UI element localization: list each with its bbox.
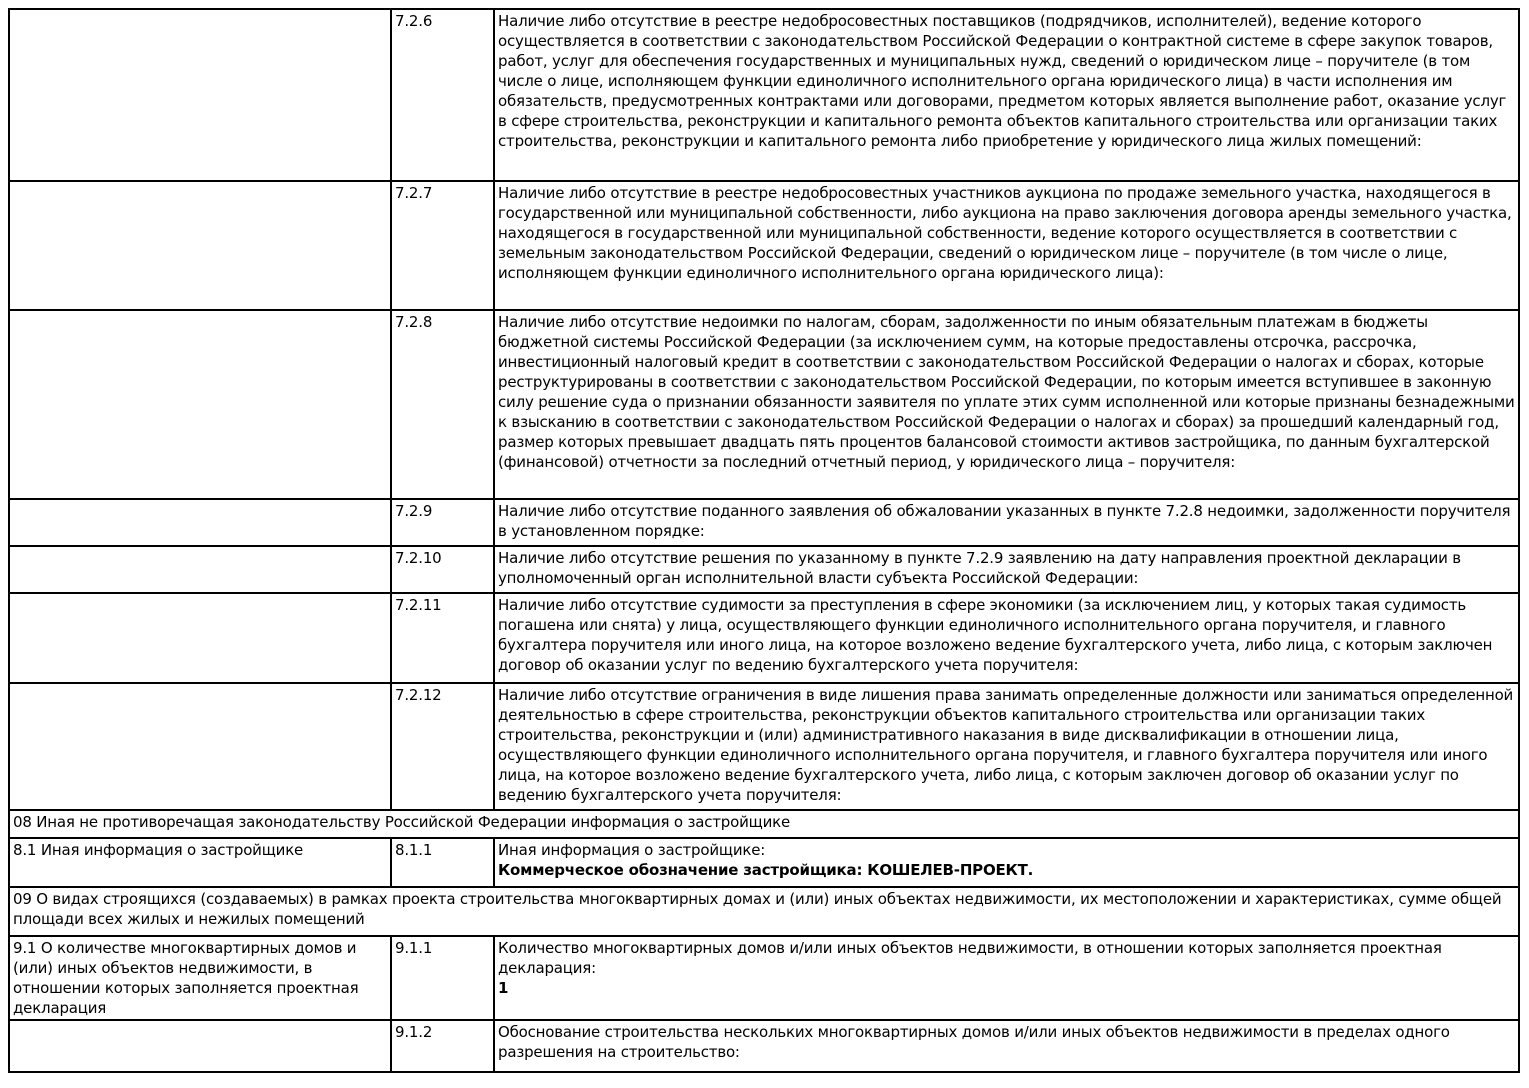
category-cell	[9, 683, 391, 810]
category-cell	[9, 593, 391, 683]
table-row	[9, 838, 1519, 887]
item-description-cell: Наличие либо отсутствие поданного заявления об обжаловании указанных в пункте 7.2.8 недоимки, задолженности поручителя в установленном порядке:	[494, 499, 1519, 546]
item-description-label: Иная информация о застройщике:	[498, 841, 766, 859]
item-description-cell: Наличие либо отсутствие решения по указанному в пункте 7.2.9 заявлению на дату направления проектной декларации в уполномоченный орган исполнительной власти субъекта Российской Федерации:	[494, 546, 1519, 593]
item-number-cell: 7.2.9	[391, 499, 494, 546]
item-number-cell: 7.2.8	[391, 310, 494, 499]
category-cell	[9, 9, 391, 181]
item-description-cell: Наличие либо отсутствие в реестре недобросовестных поставщиков (подрядчиков, исполнителей), ведение которого осуществляется в соответствии с законодательством Российской Федерации о контрактной системе в сфере закупок товаров, работ, услуг для обеспечения государственных и муниципальных нужд, сведений о юридическом лице – поручителе (в том числе о лице, исполняющем функции единоличного исполнительного органа юридического лица) в части исполнения им обязательств, предусмотренных контрактами или договорами, предметом которых является выполнение работ, оказание услуг в сфере строительства, реконструкции и капитального ремонта объектов капитального строительства или организации таких строительства, реконструкции и капитального ремонта либо приобретение у юридического лица жилых помещений:	[494, 9, 1519, 181]
table-row	[9, 499, 1519, 546]
table-row	[9, 310, 1519, 499]
category-cell	[9, 310, 391, 499]
item-number-cell: 7.2.10	[391, 546, 494, 593]
table-row	[9, 9, 1519, 181]
table-row	[9, 936, 1519, 1020]
item-number-cell: 9.1.2	[391, 1020, 494, 1072]
item-description-cell: Обоснование строительства нескольких многоквартирных домов и/или иных объектов недвижимости в пределах одного разрешения на строительство:	[494, 1020, 1519, 1072]
section-header-row	[9, 887, 1519, 936]
item-number-cell: 8.1.1	[391, 838, 494, 887]
section-header-cell: 09 О видах строящихся (создаваемых) в рамках проекта строительства многоквартирных домах и (или) иных объектах недвижимости, их местоположении и характеристиках, сумме общей площади всех жилых и нежилых помещений	[9, 887, 1519, 936]
project-declaration-table	[8, 8, 1520, 1073]
category-cell	[9, 1020, 391, 1072]
table-row	[9, 683, 1519, 810]
table-row	[9, 1020, 1519, 1072]
item-description-cell: Наличие либо отсутствие недоимки по налогам, сборам, задолженности по иным обязательным платежам в бюджеты бюджетной системы Российской Федерации (за исключением сумм, на которые предоставлены отсрочка, рассрочка, инвестиционный налоговый кредит в соответствии с законодательством Российской Федерации о налогах и сборах, которые реструктурированы в соответствии с законодательством Российской Федерации, по которым имеется вступившее в законную силу решение суда о признании обязанности заявителя по уплате этих сумм исполненной или которые признаны безнадежными к взысканию в соответствии с законодательством Российской Федерации о налогах и сборах) за прошедший календарный год, размер которых превышает двадцать пять процентов балансовой стоимости активов застройщика, по данным бухгалтерской (финансовой) отчетности за последний отчетный период, у юридического лица – поручителя:	[494, 310, 1519, 499]
category-cell: 8.1 Иная информация о застройщике	[9, 838, 391, 887]
item-description-cell: Наличие либо отсутствие судимости за преступления в сфере экономики (за исключением лиц, у которых такая судимость погашена или снята) у лица, осуществляющего функции единоличного исполнительного органа поручителя, и главного бухгалтера поручителя или иного лица, на которое возложено ведение бухгалтерского учета, либо лица, с которым заключен договор об оказании услуг по ведению бухгалтерского учета поручителя:	[494, 593, 1519, 683]
item-description-cell: Наличие либо отсутствие ограничения в виде лишения права занимать определенные должности или заниматься определенной деятельностью в сфере строительства, реконструкции объектов капитального строительства или организации таких строительства, реконструкции и (или) административного наказания в виде дисквалификации в отношении лица, осуществляющего функции единоличного исполнительного органа поручителя, и главного бухгалтера поручителя или иного лица, на которое возложено ведение бухгалтерского учета, либо лица, с которым заключен договор об оказании услуг по ведению бухгалтерского учета поручителя:	[494, 683, 1519, 810]
item-number-cell: 7.2.6	[391, 9, 494, 181]
category-cell	[9, 546, 391, 593]
table-row	[9, 181, 1519, 310]
item-number-cell: 7.2.11	[391, 593, 494, 683]
category-cell	[9, 181, 391, 310]
category-cell: 9.1 О количестве многоквартирных домов и (или) иных объектов недвижимости, в отношении которых заполняется проектная декларация	[9, 936, 391, 1020]
item-description-cell	[494, 936, 1519, 1020]
item-description-cell	[494, 838, 1519, 887]
category-cell	[9, 499, 391, 546]
item-description-label: Количество многоквартирных домов и/или иных объектов недвижимости, в отношении которых заполняется проектная декларация:	[498, 939, 1442, 977]
item-value: 1	[498, 979, 509, 997]
section-header-cell: 08 Иная не противоречащая законодательству Российской Федерации информация о застройщике	[9, 810, 1519, 838]
item-number-cell: 7.2.7	[391, 181, 494, 310]
item-number-cell: 7.2.12	[391, 683, 494, 810]
section-header-row	[9, 810, 1519, 838]
item-description-cell: Наличие либо отсутствие в реестре недобросовестных участников аукциона по продаже земельного участка, находящегося в государственной или муниципальной собственности, либо аукциона на право заключения договора аренды земельного участка, находящегося в государственной или муниципальной собственности, ведение которого осуществляется в соответствии с земельным законодательством Российской Федерации, сведений о юридическом лице – поручителе (в том числе о лице, исполняющем функции единоличного исполнительного органа юридического лица):	[494, 181, 1519, 310]
item-number-cell: 9.1.1	[391, 936, 494, 1020]
item-value: Коммерческое обозначение застройщика: КОШЕЛЕВ-ПРОЕКТ.	[498, 861, 1034, 879]
table-row	[9, 593, 1519, 683]
table-row	[9, 546, 1519, 593]
